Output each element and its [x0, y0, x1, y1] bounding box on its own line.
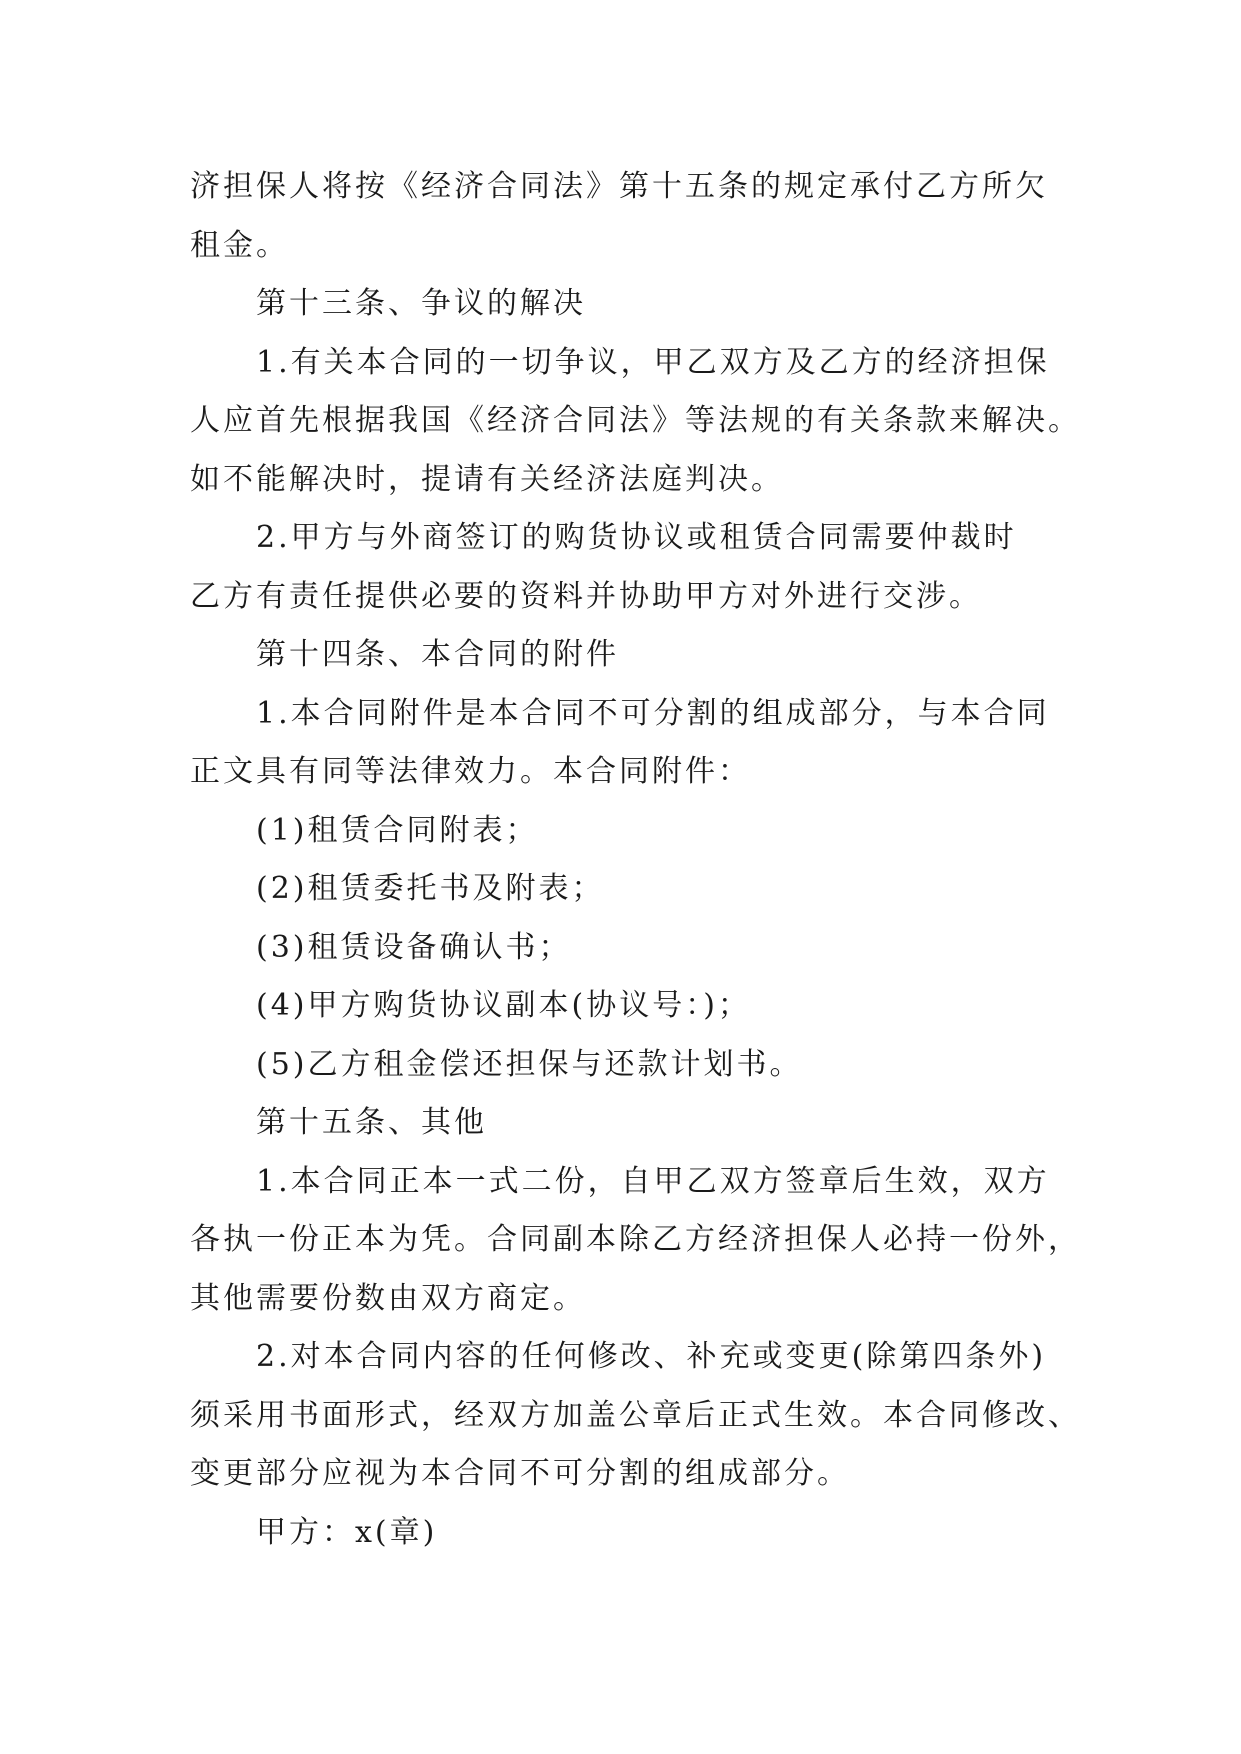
text-line: 乙方有责任提供必要的资料并协助甲方对外进行交涉。: [190, 578, 982, 614]
section-heading: 第十五条、其他: [256, 1105, 487, 1140]
text-line: 正文具有同等法律效力。本合同附件：: [190, 754, 751, 789]
list-item: (4)甲方购货协议副本(协议号：)；: [256, 988, 751, 1023]
text-line: 须采用书面形式，经双方加盖公章后正式生效。本合同修改、: [190, 1397, 1081, 1433]
text-line: 人应首先根据我国《经济合同法》等法规的有关条款来解决。: [190, 403, 1081, 438]
list-item: (1)租赁合同附表；: [256, 812, 539, 848]
text-line: 1.有关本合同的一切争议，甲乙双方及乙方的经济担保: [256, 344, 1050, 380]
text-line: 济担保人将按《经济合同法》第十五条的规定承付乙方所欠: [190, 169, 1048, 204]
text-line: 2.甲方与外商签订的购货协议或租赁合同需要仲裁时: [256, 520, 1017, 555]
text-line: 变更部分应视为本合同不可分割的组成部分。: [190, 1456, 850, 1491]
text-line: 其他需要份数由双方商定。: [190, 1280, 586, 1316]
section-heading: 第十四条、本合同的附件: [256, 637, 619, 672]
list-item: (3)租赁设备确认书；: [256, 929, 572, 965]
list-item: (5)乙方租金偿还担保与还款计划书。: [256, 1046, 803, 1082]
text-line: 租金。: [190, 227, 289, 263]
text-line: 2.对本合同内容的任何修改、补充或变更(除第四条外): [256, 1339, 1047, 1374]
signature-line: 甲方：x(章): [256, 1514, 438, 1550]
text-line: 各执一份正本为凭。合同副本除乙方经济担保人必持一份外，: [190, 1222, 1081, 1257]
text-line: 如不能解决时，提请有关经济法庭判决。: [190, 461, 784, 497]
text-line: 1.本合同正本一式二份，自甲乙双方签章后生效，双方: [256, 1163, 1050, 1199]
text-line: 1.本合同附件是本合同不可分割的组成部分，与本合同: [256, 695, 1050, 731]
section-heading: 第十三条、争议的解决: [256, 286, 586, 321]
list-item: (2)租赁委托书及附表；: [256, 871, 605, 906]
document-body: [190, 158, 1081, 1562]
